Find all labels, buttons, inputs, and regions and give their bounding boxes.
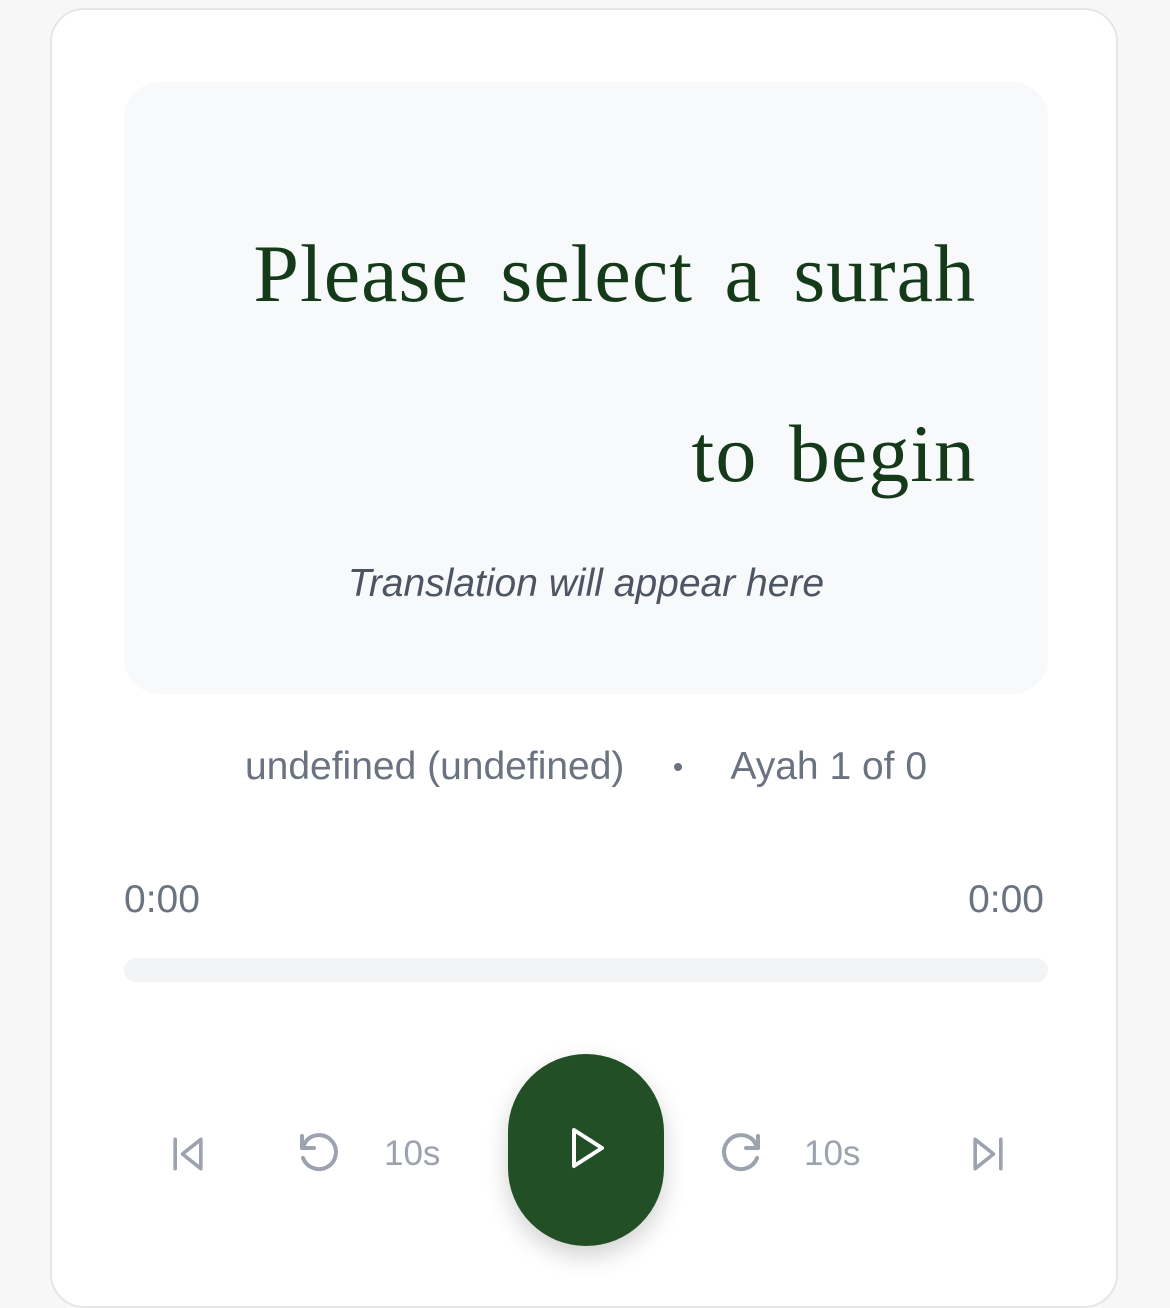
skip-back-icon <box>166 1132 210 1176</box>
previous-button[interactable] <box>158 1124 218 1184</box>
track-info <box>52 745 1120 789</box>
translation-text: Translation will appear here <box>347 562 825 605</box>
next-button[interactable] <box>958 1124 1018 1184</box>
total-time: 0:00 <box>968 878 1044 921</box>
ayah-label: Ayah 1 of 0 <box>730 745 928 788</box>
forward-label: 10s <box>804 1134 861 1173</box>
play-icon <box>562 1124 610 1177</box>
player-card <box>50 8 1118 1308</box>
rewind-button[interactable] <box>296 1124 456 1184</box>
forward-button[interactable] <box>716 1124 876 1184</box>
separator-dot <box>674 763 682 771</box>
rewind-label: 10s <box>384 1134 441 1173</box>
verse-text: Please select a surah to begin <box>253 228 976 499</box>
progress-bar[interactable] <box>124 958 1048 982</box>
current-time: 0:00 <box>124 878 200 921</box>
play-button[interactable] <box>508 1054 664 1246</box>
rotate-cw-icon <box>716 1130 764 1178</box>
skip-forward-icon <box>966 1132 1010 1176</box>
surah-label: undefined (undefined) <box>244 745 625 788</box>
verse-panel <box>124 82 1048 694</box>
rotate-ccw-icon <box>296 1130 344 1178</box>
